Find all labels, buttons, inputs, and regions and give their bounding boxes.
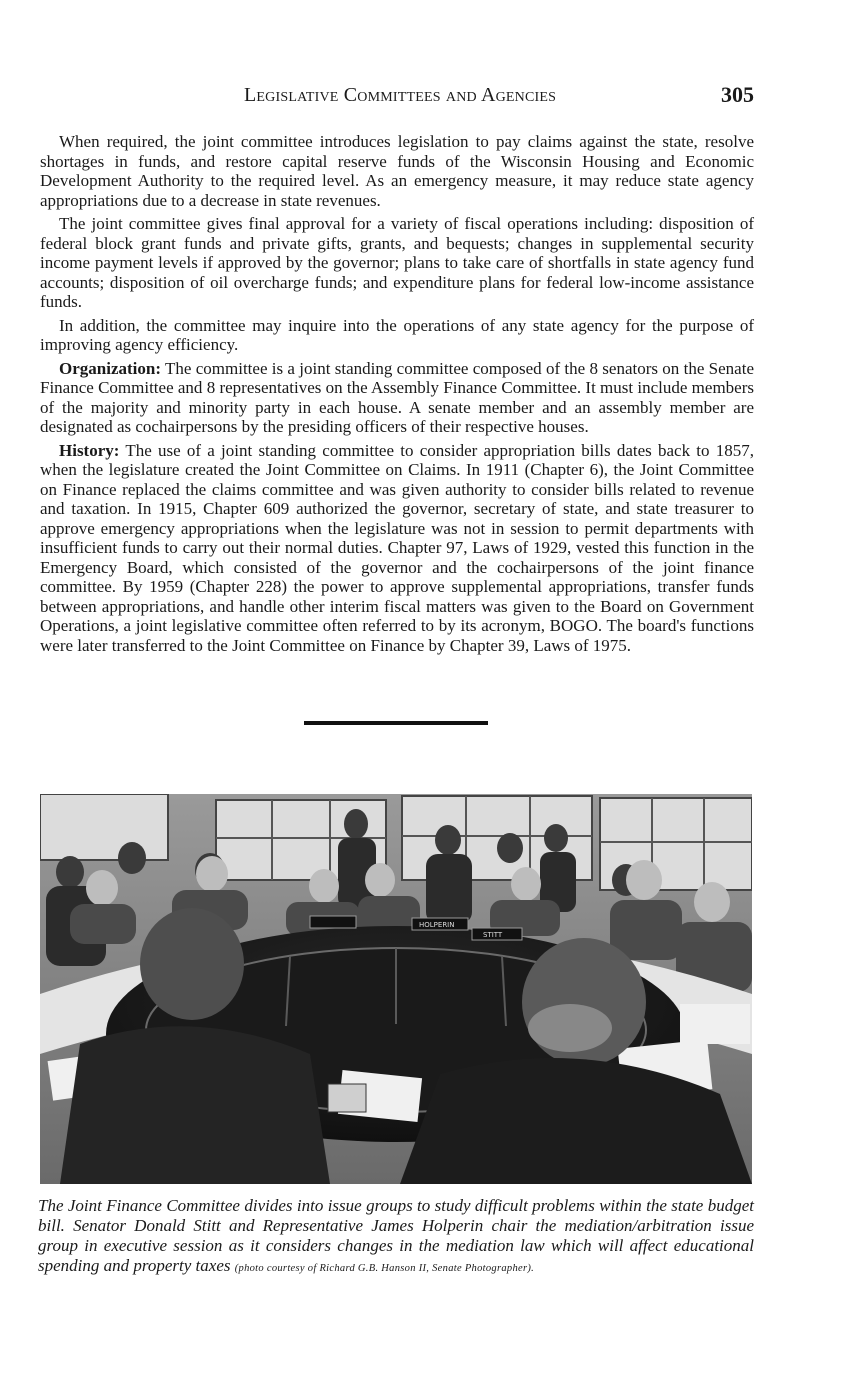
page-number: 305	[721, 82, 754, 107]
organization-label: Organization:	[59, 358, 161, 378]
nameplate-stitt: STITT	[483, 931, 503, 939]
paragraph-claims: When required, the joint committee introduces legislation to pay claims against the state, resolve shortages in funds, and restore capital reserve funds of the Wisconsin Housing and Economic Development Authority to the required level. As an emergency measure, it may reduce state agency appropriations due to a decrease in state revenues.	[40, 132, 754, 210]
caption-text: The Joint Finance Committee divides into issue groups to study difficult problems within the state budget bill. Senator Donald Stitt and Representative James Holperin chair the mediation/arbitration issue group in executive session as it considers changes in the mediation law which will affect educational spending and property taxes	[38, 1196, 754, 1275]
photo-credit: (photo courtesy of Richard G.B. Hanson II, Senate Photographer).	[234, 1263, 535, 1274]
paragraph-inquiry: In addition, the committee may inquire into the operations of any state agency for the purpose of improving agency efficiency.	[40, 315, 754, 354]
history-text: The use of a joint standing committee to consider appropriation bills dates back to 1857, when the legislature created the Joint Committee on Claims. In 1911 (Chapter 6), the Joint Committee on Finance replaced the claims committee and was given authority to consider bills related to revenue and taxation. In 1915, Chapter 609 authorized the governor, secretary of state, and state treasurer to approve emergency appropriations when the legislature was not in session to permit departments with insufficient funds to carry out their normal duties. Chapter 97, Laws of 1929, vested this function in the Emergency Board, which consisted of the governor and the cochairpersons of the joint finance committee. By 1959 (Chapter 228) the power to approve supplemental appropriations, transfer funds between appropriations, and handle other interim fiscal matters was given to the Board on Government Operations, a joint legislative committee often referred to by its acronym, BOGO. The board's functions were later transferred to the Joint Committee on Finance by Chapter 39, Laws of 1975.	[40, 440, 754, 655]
paragraph-fiscal-operations: The joint committee gives final approval for a variety of fiscal operations including: disposition of federal block grant funds and private gifts, grants, and bequests; changes in supplemental security income payment levels if approved by the governor; plans to take care of shortfalls in state agency fund accounts; disposition of oil overcharge funds; and expenditure plans for federal low-income assistance funds.	[40, 214, 754, 311]
page-header	[40, 84, 754, 114]
running-head: Legislative Committees and Agencies	[244, 84, 557, 106]
paragraph-history	[40, 441, 754, 656]
history-label: History:	[59, 440, 120, 460]
paragraph-organization	[40, 359, 754, 437]
body-text	[40, 132, 754, 659]
section-divider	[304, 721, 488, 725]
organization-text: The committee is a joint standing committee composed of the 8 senators on the Senate Finance Committee and 8 representatives on the Assembly Finance Committee. It must include members of the majority and minority party in each house. A senate member and an assembly member are designated as cochairpersons by the presiding officers of their respective houses.	[40, 358, 754, 436]
nameplate-holperin: HOLPERIN	[419, 921, 455, 929]
committee-meeting-photo	[40, 794, 752, 1184]
figure-caption	[38, 1196, 754, 1279]
